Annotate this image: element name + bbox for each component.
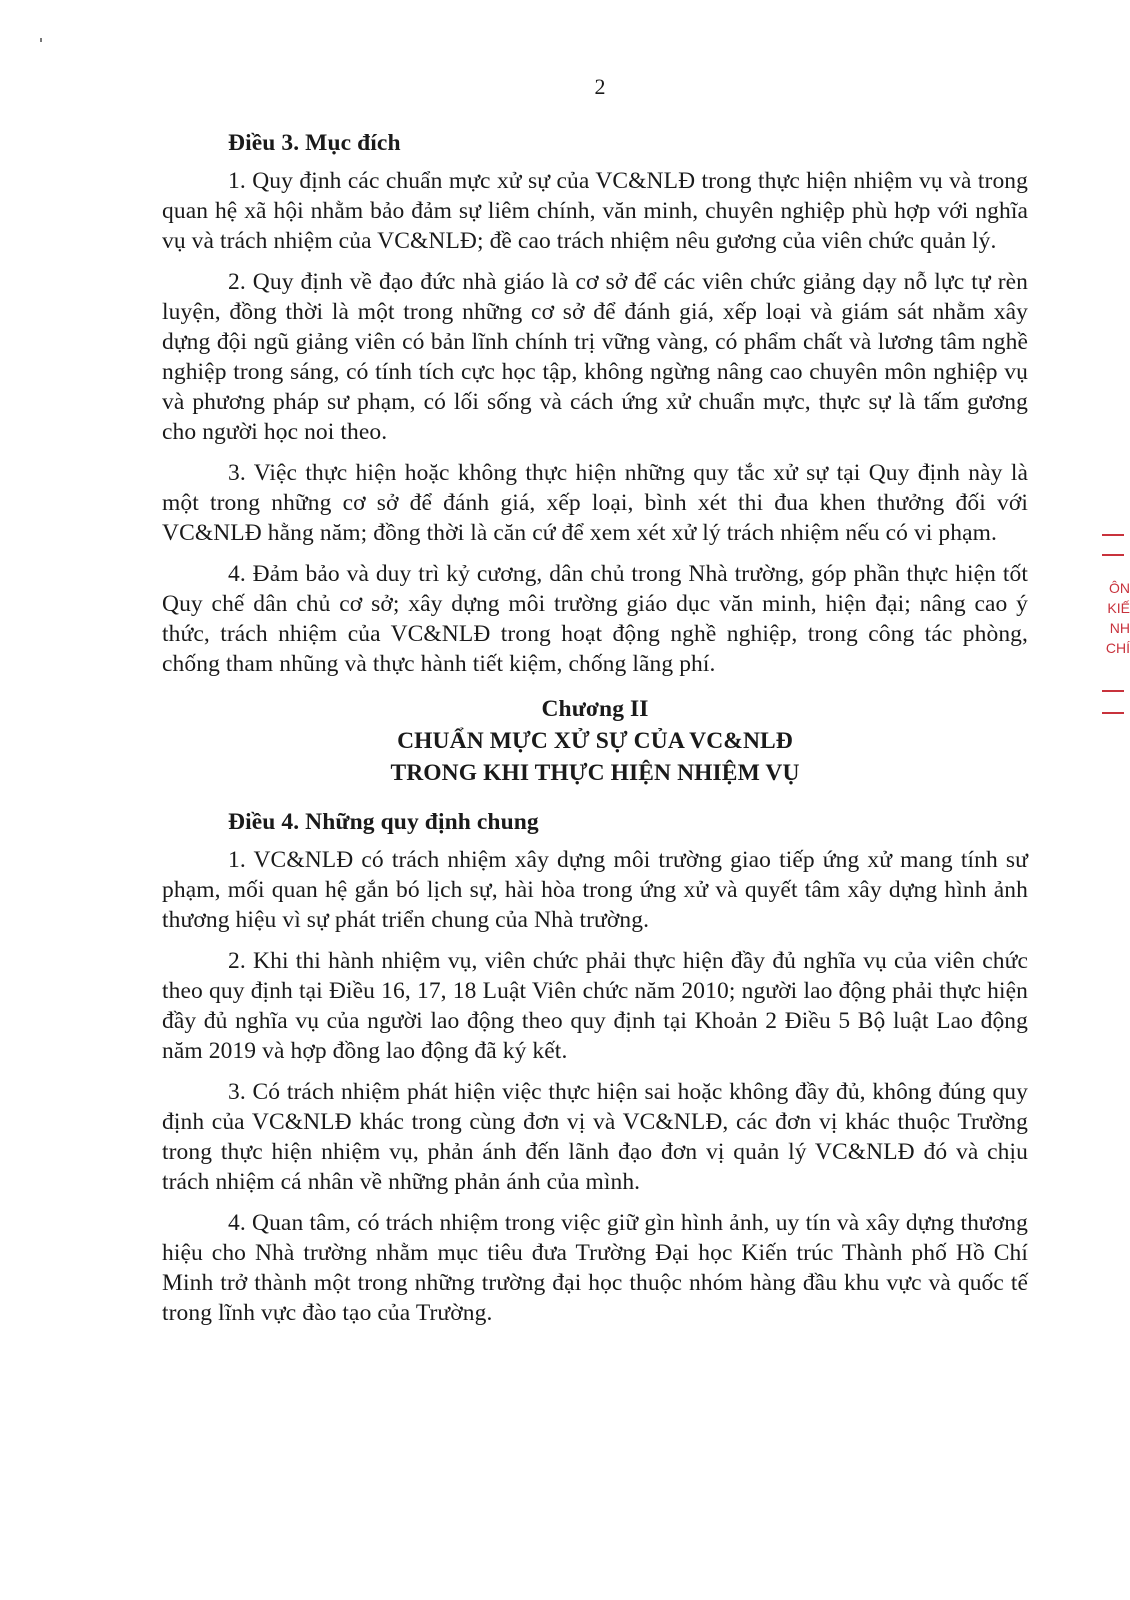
article-4-paragraph-1: 1. VC&NLĐ có trách nhiệm xây dựng môi trường giao tiếp ứng xử mang tính sư phạm, mối quan hệ gắn bó lịch sự, hài hòa trong ứng xử và quyết tâm xây dựng hình ảnh thương hiệu vì sự phát triển chung của Nhà trường. <box>162 847 1028 933</box>
article-4-paragraph-2: 2. Khi thi hành nhiệm vụ, viên chức phải thực hiện đầy đủ nghĩa vụ của viên chức theo quy định tại Điều 16, 17, 18 Luật Viên chức năm 2010; người lao động phải thực hiện đầy đủ nghĩa vụ của người lao động theo quy định tại Khoản 2 Điều 5 Bộ luật Lao động năm 2019 và hợp đồng lao động đã ký kết. <box>162 948 1028 1064</box>
chapter-title-line-2: TRONG KHI THỰC HIỆN NHIỆM VỤ <box>390 760 800 786</box>
seal-line <box>1102 712 1124 714</box>
article-3-paragraph-2: 2. Quy định về đạo đức nhà giáo là cơ sở để các viên chức giảng dạy nỗ lực tự rèn luyện, đồng thời là một trong những cơ sở để đánh giá, xếp loại và giám sát nhằm xây dựng đội ngũ giảng viên có bản lĩnh chính trị vững vàng, có phẩm chất và lương tâm nghề nghiệp trong sáng, có tính tích cực học tập, không ngừng nâng cao chuyên môn nghiệp vụ và phương pháp sư phạm, có lối sống và cách ứng xử chuẩn mực, thực sự là tấm gương cho người học noi theo. <box>162 269 1028 445</box>
seal-text-fragment: ÔN <box>1109 580 1130 596</box>
seal-line <box>1102 690 1124 692</box>
article-3-paragraph-4: 4. Đảm bảo và duy trì kỷ cương, dân chủ trong Nhà trường, góp phần thực hiện tốt Quy chế dân chủ cơ sở; xây dựng môi trường giáo dục văn minh, hiện đại; nâng cao ý thức, trách nhiệm của VC&NLĐ trong hoạt động nghề nghiệp, trong công tác phòng, chống tham nhũng và thực hành tiết kiệm, chống lãng phí. <box>162 561 1028 677</box>
seal-line <box>1102 534 1124 536</box>
seal-text-fragment: NH <box>1109 620 1130 636</box>
article-3-heading: Điều 3. Mục đích <box>228 130 401 156</box>
page-number: 2 <box>594 74 606 99</box>
chapter-title-line-1: CHUẨN MỰC XỬ SỰ CỦA VC&NLĐ <box>397 728 793 754</box>
article-4-heading: Điều 4. Những quy định chung <box>228 809 539 835</box>
chapter-label: Chương II <box>541 696 649 722</box>
scan-speck <box>40 38 42 42</box>
seal-text-fragment: KIẾ <box>1107 600 1130 616</box>
document-body <box>162 128 1028 1339</box>
seal-line <box>1102 554 1124 556</box>
article-4-paragraph-3: 3. Có trách nhiệm phát hiện việc thực hiện sai hoặc không đầy đủ, không đúng quy định của VC&NLĐ khác trong cùng đơn vị và VC&NLĐ, các đơn vị khác thuộc Trường trong thực hiện nhiệm vụ, phản ánh đến lãnh đạo đơn vị quản lý VC&NLĐ đó và chịu trách nhiệm cá nhân về những phản ánh của mình. <box>162 1079 1028 1195</box>
chapter-2-heading <box>162 693 1028 789</box>
article-3-paragraph-1: 1. Quy định các chuẩn mực xử sự của VC&NLĐ trong thực hiện nhiệm vụ và trong quan hệ xã hội nhằm bảo đảm sự liêm chính, văn minh, chuyên nghiệp phù hợp với nghĩa vụ và trách nhiệm của VC&NLĐ; đề cao trách nhiệm nêu gương của viên chức quản lý. <box>162 168 1028 254</box>
margin-seal-fragment <box>1100 520 1130 750</box>
article-4-paragraph-4: 4. Quan tâm, có trách nhiệm trong việc giữ gìn hình ảnh, uy tín và xây dựng thương hiệu cho Nhà trường nhằm mục tiêu đưa Trường Đại học Kiến trúc Thành phố Hồ Chí Minh trở thành một trong những trường đại học thuộc nhóm hàng đầu khu vực và quốc tế trong lĩnh vực đào tạo của Trường. <box>162 1210 1028 1326</box>
article-3-paragraph-3: 3. Việc thực hiện hoặc không thực hiện những quy tắc xử sự tại Quy định này là một trong những cơ sở để đánh giá, xếp loại, bình xét thi đua khen thưởng đối với VC&NLĐ hằng năm; đồng thời là căn cứ để xem xét xử lý trách nhiệm nếu có vi phạm. <box>162 460 1028 546</box>
seal-text-fragment: CHÍ <box>1105 640 1130 656</box>
